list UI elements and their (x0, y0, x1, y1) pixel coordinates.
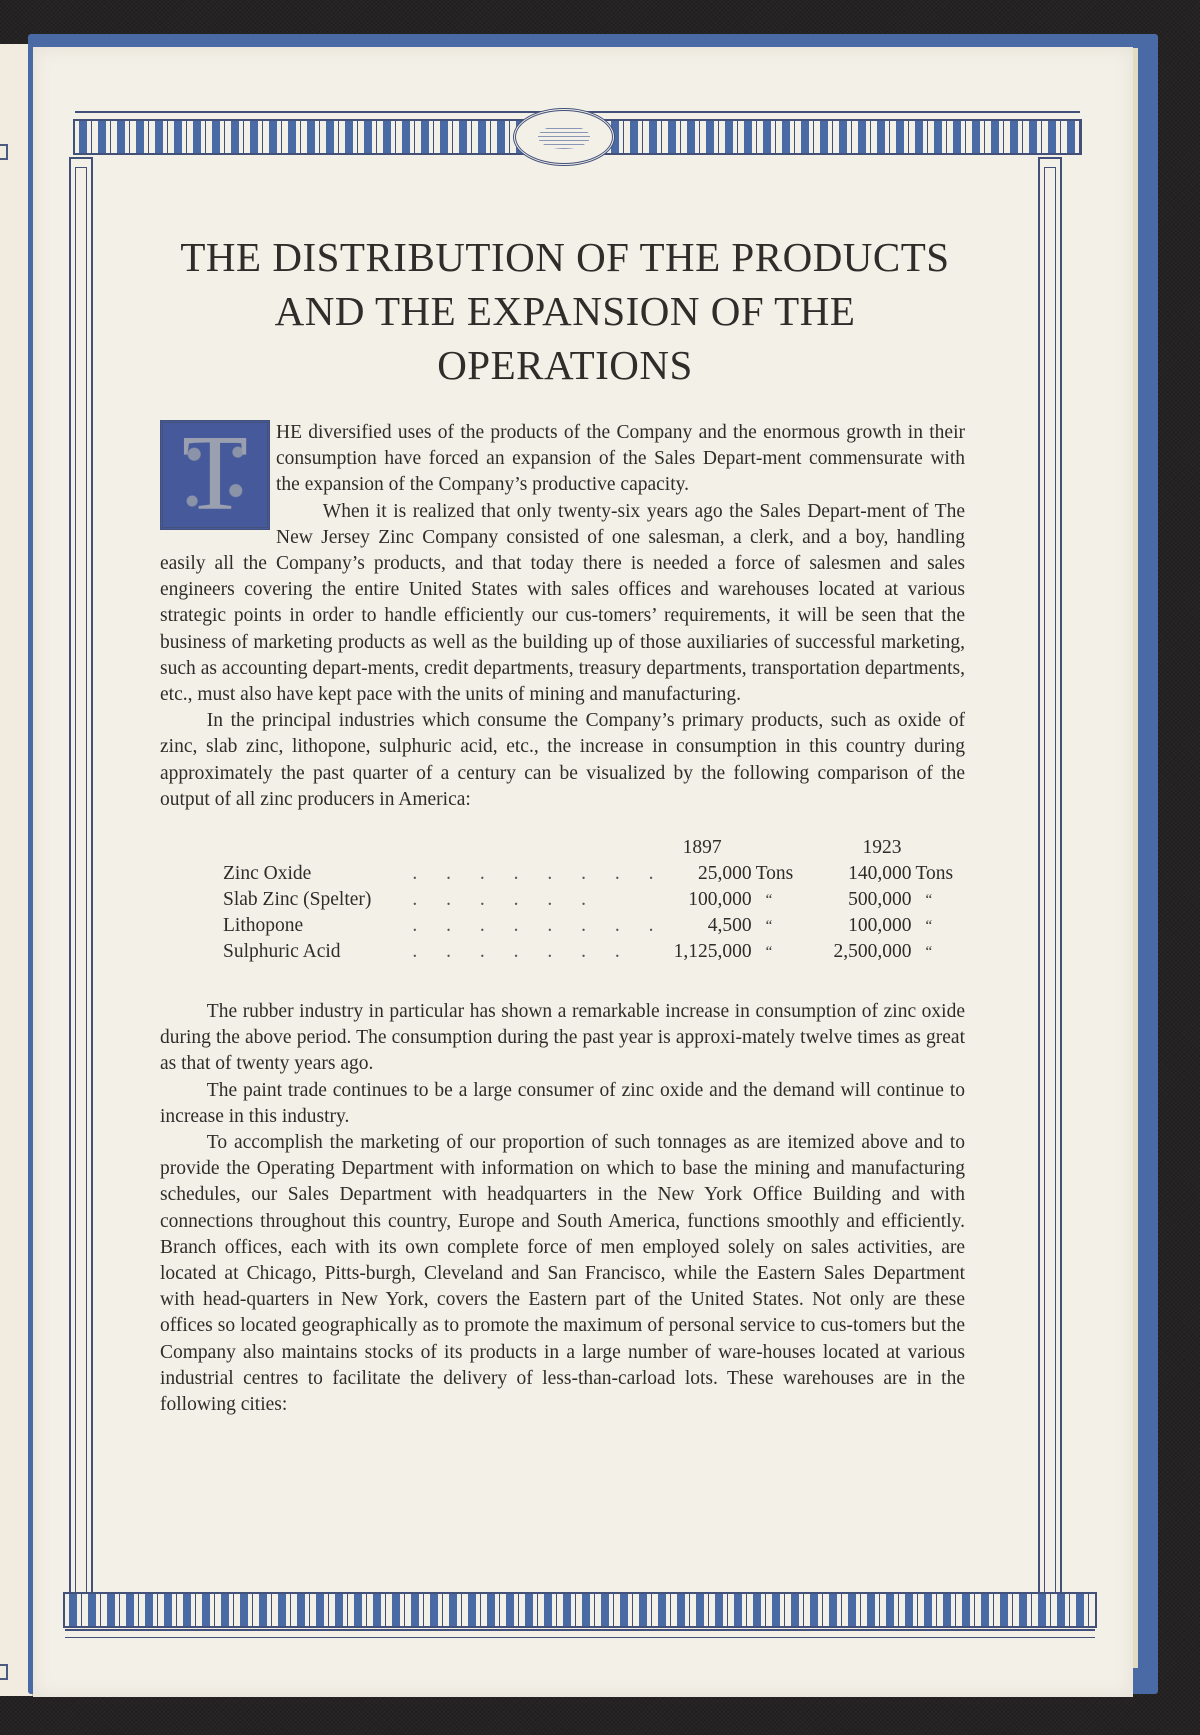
body-text (160, 414, 965, 1418)
unit-1923: “ (925, 892, 933, 909)
value-1923: 500,000 (848, 889, 912, 911)
table-row (223, 939, 965, 965)
leader-dots: . . . . . . . (412, 941, 632, 963)
leader-dots: . . . . . . (412, 889, 599, 911)
cartouche-ornament-icon (513, 108, 615, 166)
unit-1897: “ (765, 944, 773, 961)
value-1897: 25,000 (697, 863, 752, 885)
unit-1923: “ (925, 944, 933, 961)
drop-cap-initial-icon (160, 414, 270, 533)
value-1923: 140,000 (848, 863, 912, 885)
left-column-ornament (69, 157, 93, 1626)
value-1897: 4,500 (707, 915, 752, 937)
title-line: AND THE EXPANSION OF THE (274, 288, 856, 334)
table-row (223, 887, 965, 913)
title-line: OPERATIONS (437, 342, 693, 388)
paragraph: In the principal industries which consume the Company’s primary products, such as oxide of zinc, slab zinc, lithopone, sulphuric acid, etc., the increase in consumption in this country during approximately the past quarter of a century can be visualized by the following comparison of the output of all zinc producers in America: (160, 710, 965, 810)
paragraph: The rubber industry in particular has shown a remarkable increase in consumption of zinc oxide during the above period. The consumption during the past year is approxi‑mately twelve times as great as that of twenty years ago. (160, 1001, 965, 1075)
value-1923: 100,000 (848, 915, 912, 937)
bottom-frieze-ornament (63, 1592, 1097, 1628)
right-column-ornament (1038, 157, 1062, 1626)
paragraph: HE diversified uses of the products of the Company and the enormous growth in their consumption have forced an expansion of the Sales Depart‑ment commensurate with the expansion of the Company’s productive capacity. (276, 422, 965, 496)
unit-1897: “ (765, 918, 773, 935)
year-header-1923: 1923 (862, 837, 902, 859)
table-row (223, 913, 965, 939)
drop-cap-letter: T (182, 414, 248, 533)
facing-page-mark (0, 144, 8, 160)
page-title (150, 230, 980, 392)
product-name: Zinc Oxide (223, 863, 312, 885)
product-name: Lithopone (223, 915, 304, 937)
leader-dots: . . . . . . . . (412, 863, 666, 885)
unit-1897: “ (765, 892, 773, 909)
title-line: THE DISTRIBUTION OF THE PRODUCTS (180, 234, 950, 280)
facing-page-mark (0, 1664, 8, 1680)
table-row (223, 861, 965, 887)
paragraph: To accomplish the marketing of our proportion of such tonnages as are itemized above and to provide the Operating Department with information on which to base the mining and manufacturing schedules, our Sales Department with headquarters in the New York Office Building and with connections throughout this country, Europe and South America, functions smoothly and efficiently. Branch offices, each with its own complete force of men employed solely on sales activities, are located at Chicago, Pitts‑burgh, Cleveland and San Francisco, while the Eastern Sales Department with head‑quarters in New York, covers the Eastern part of the United States. Not only are these offices so located geographically as to promote the maximum of personal service to cus‑tomers but the Company also maintains stocks of its products in a large number of ware‑houses located at various industrial centres to facilitate the delivery of less‑than‑carload lots. These warehouses are in the following cities: (160, 1132, 965, 1416)
paragraph: When it is realized that only twenty‑six years ago the Sales Depart‑ment of The New Jersey Zinc Company consisted of one salesman, a clerk, and a boy, handling easily all the Company’s products, and that today there is needed a force of salesmen and sales engineers covering the entire United States with sales offices and warehouses located at various strategic points in order to handle efficiently our cus‑tomers’ requirements, it will be seen that the business of marketing products as well as the building up of those auxiliaries of successful marketing, such as accounting depart‑ments, credit departments, treasury departments, transportation departments, etc., must also have kept pace with the units of mining and manufacturing. (160, 500, 965, 706)
unit-1897: Tons (755, 863, 794, 885)
value-1923: 2,500,000 (833, 941, 912, 963)
product-name: Sulphuric Acid (223, 941, 341, 963)
leader-dots: . . . . . . . . (412, 915, 666, 937)
table-header-row (223, 835, 965, 861)
paragraph: The paint trade continues to be a large consumer of zinc oxide and the demand will continue to increase in this industry. (160, 1079, 965, 1127)
unit-1923: Tons (915, 863, 954, 885)
value-1897: 100,000 (688, 889, 752, 911)
unit-1923: “ (925, 918, 933, 935)
year-header-1897: 1897 (682, 837, 722, 859)
production-comparison-table (223, 835, 965, 965)
value-1897: 1,125,000 (673, 941, 752, 963)
product-name: Slab Zinc (Spelter) (223, 889, 372, 911)
